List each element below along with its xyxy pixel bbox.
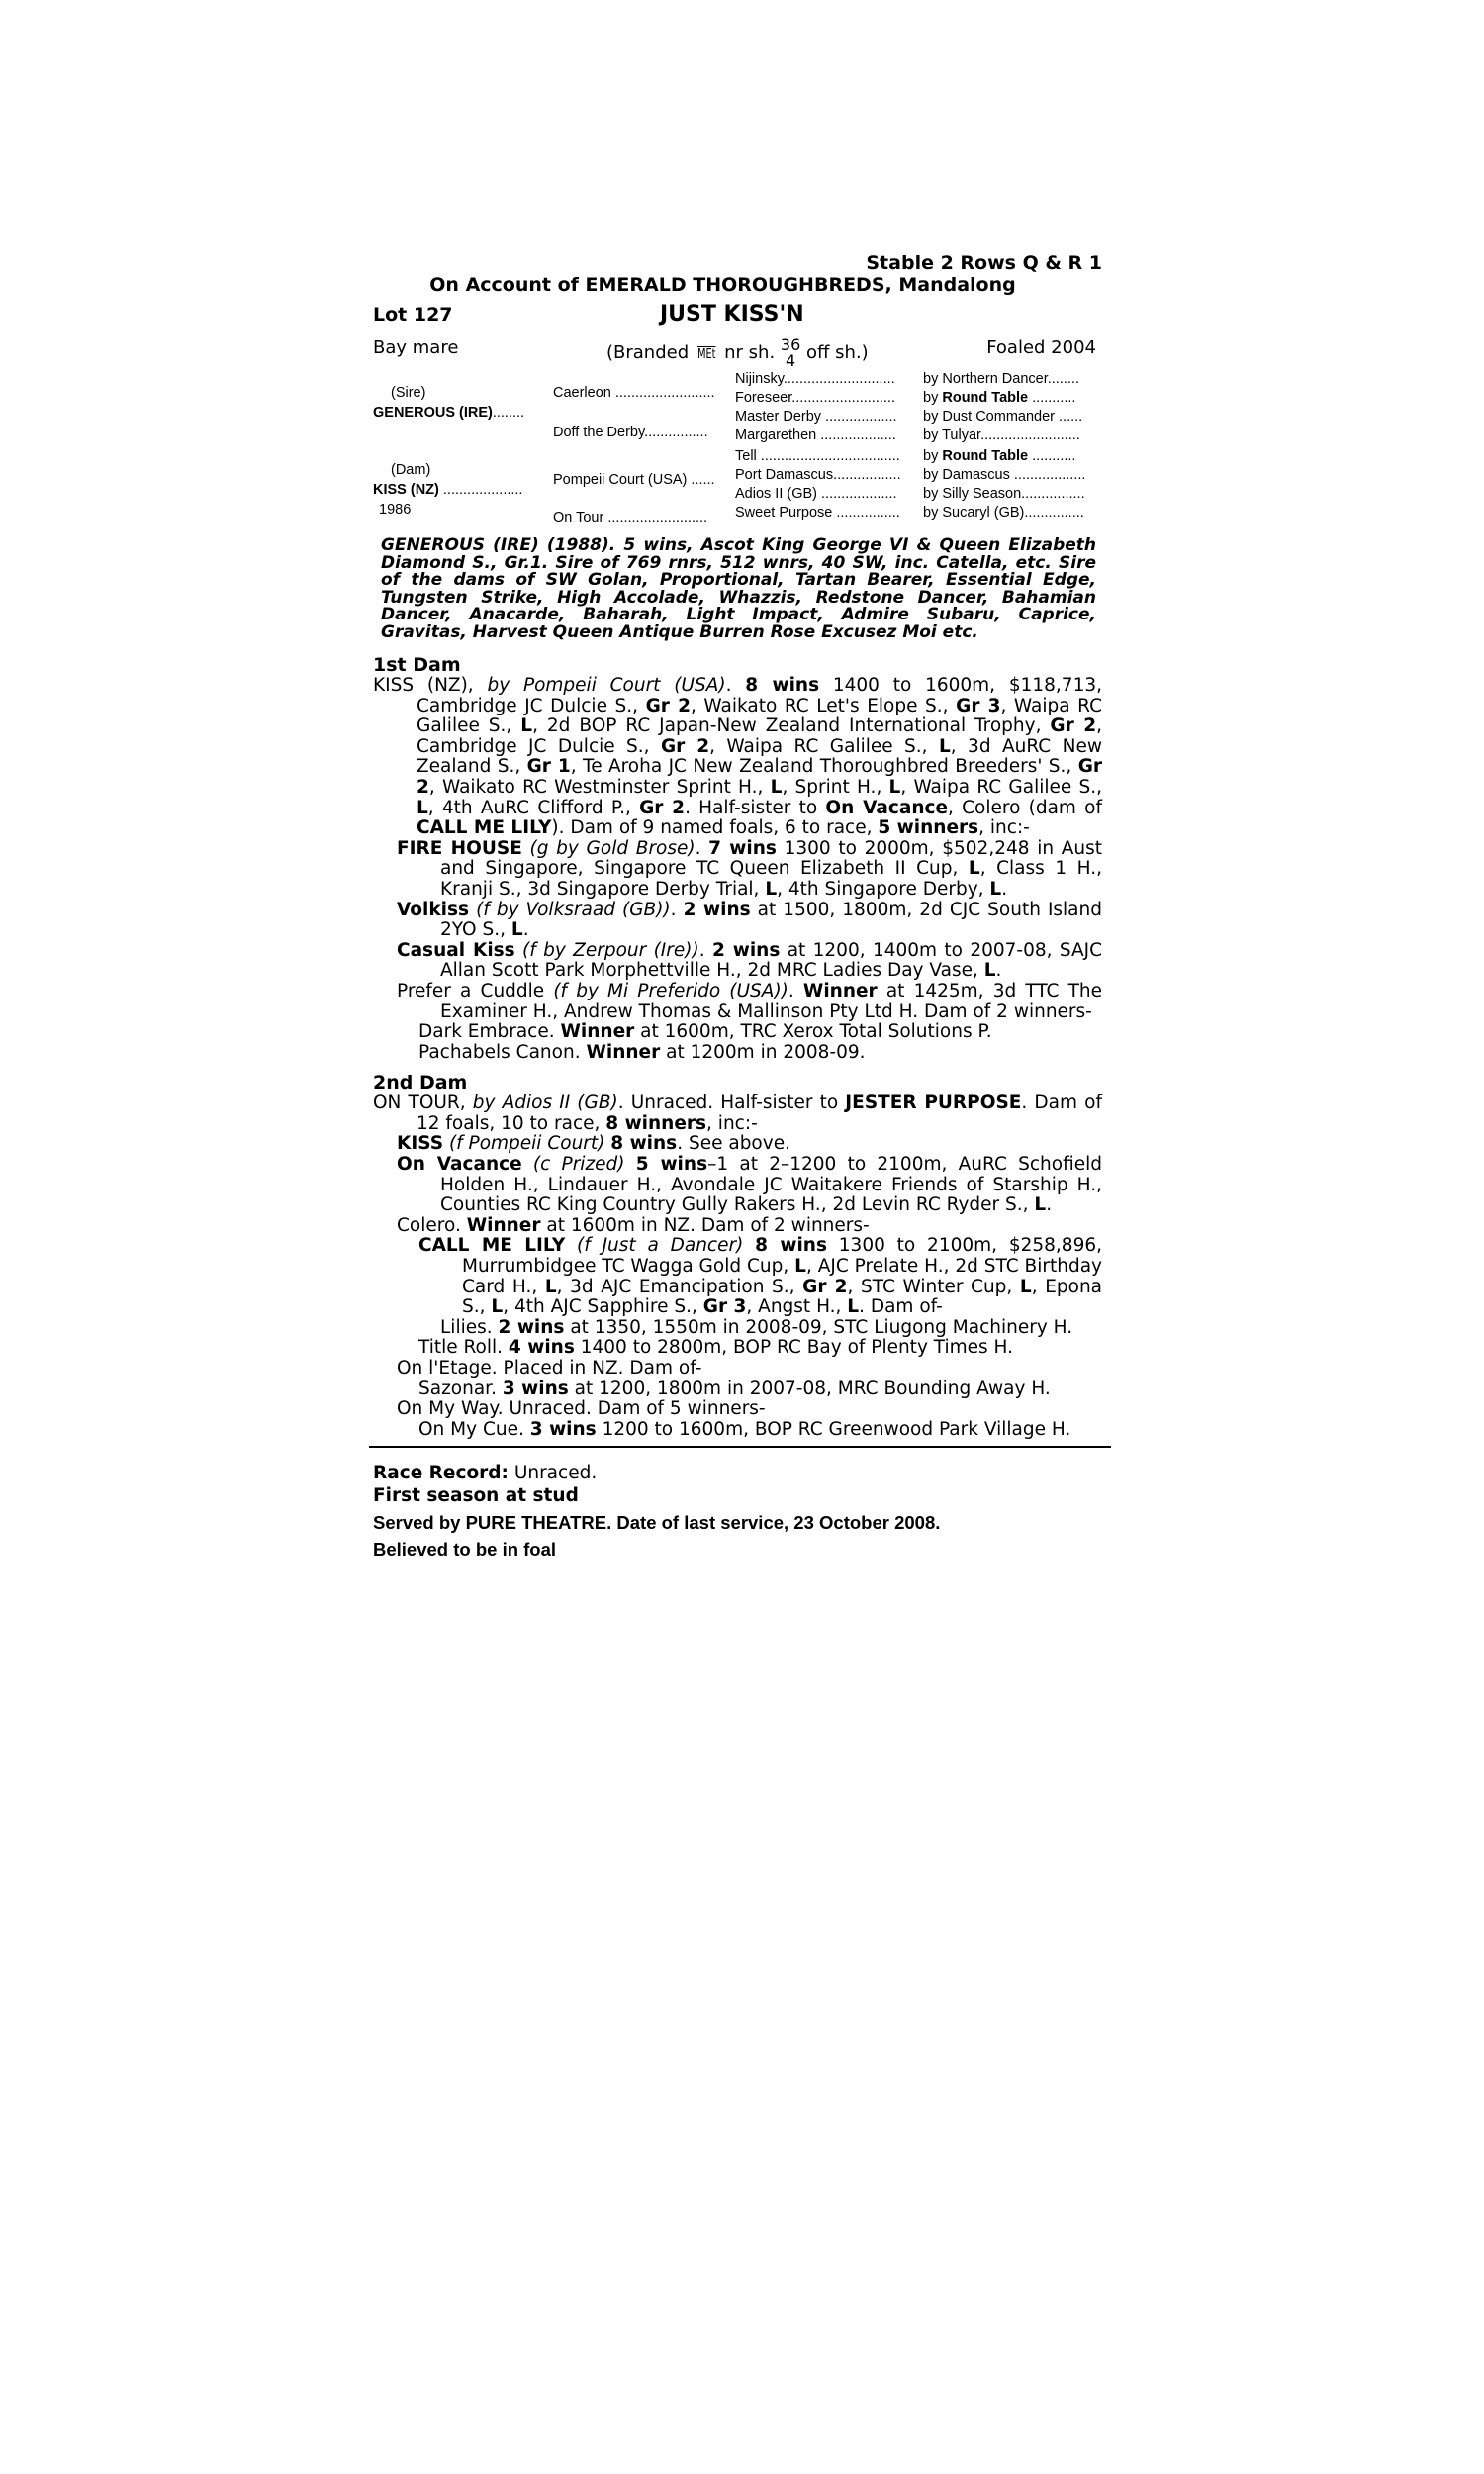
progeny-sazonar: Sazonar. 3 wins at 1200, 1800m in 2007-08, MRC Bounding Away H. [418, 1378, 1051, 1399]
progeny-title-roll: Title Roll. 4 wins 1400 to 2800m, BOP RC Bay of Plenty Times H. [418, 1337, 1014, 1359]
served-by-note: Served by PURE THEATRE. Date of last service, 23 October 2008. [373, 1512, 941, 1534]
third-gen-2: Foreseer.......................... [735, 390, 895, 406]
brand-number-top: 36 [780, 335, 801, 354]
in-foal-note: Believed to be in foal [373, 1539, 557, 1561]
progeny-on-letage: On l'Etage. Placed in NZ. Dam of- [397, 1358, 702, 1379]
fourth-gen-2-by: by [923, 390, 939, 406]
fourth-gen-3-name: Dust Commander [942, 409, 1055, 425]
progeny-dark-embrace: Dark Embrace. Winner at 1600m, TRC Xerox Total Solutions P. [418, 1021, 992, 1043]
lot-number: Lot 127 [373, 304, 453, 326]
pedigree-table [373, 369, 1102, 527]
fourth-gen-4-by: by [923, 428, 939, 443]
dam-name: KISS (NZ) .................... [373, 482, 523, 498]
brand-prefix: (Branded [606, 342, 690, 363]
sire-summary: GENEROUS (IRE) (1988). 5 wins, Ascot King George VI & Queen Elizabeth Diamond S., Gr.1. Sire of 769 rnrs, 512 wnrs, 40 SW, inc. Catella, etc. Sire of the dams of SW Golan, Proportional, Tartan Bearer, Essential Edge, Tungsten Strike, High Accolade, Whazzis, Redstone Dancer, Bahamian Dancer, Anacarde, Baharah, Light Impact, Admire Subaru, Caprice, Gravitas, Harvest Queen Antique Burren Rose Excusez Moi etc. [381, 535, 1096, 642]
catalogue-page [373, 252, 1102, 1561]
brand-number-bottom: 4 [786, 351, 796, 370]
sire-name: GENEROUS (IRE)........ [373, 405, 525, 421]
third-gen-2-name: Foreseer [735, 390, 792, 406]
fourth-gen-6-name: Damascus [942, 467, 1010, 483]
third-gen-4-name: Margarethen [735, 428, 817, 443]
lot-row [373, 300, 1102, 330]
grandsire-2-name: Doff the Derby [553, 425, 645, 440]
progeny-on-vacance: On Vacance (c Prized) 5 wins–1 at 2–1200 to 2100m, AuRC Schofield Holden H., Lindauer H., Avondale JC Waitakere Friends of Starship H., Counties RC King Country Gully Rakers H., 2d Levin RC Ryder S., L. [397, 1154, 1102, 1216]
brand-position: nr sh. [724, 342, 776, 363]
fourth-gen-7: by Silly Season................ [923, 486, 1085, 502]
progeny-casual-kiss: Casual Kiss (f by Zerpour (Ire)). 2 wins at 1200, 1400m to 2007-08, SAJC Allan Scott Park Morphettville H., 2d MRC Ladies Day Vase, L. [397, 939, 1102, 982]
fourth-gen-1-name: Northern Dancer [942, 371, 1048, 387]
grandsire-1: Caerleon ......................... [553, 385, 715, 401]
fourth-gen-7-name: Silly Season [942, 486, 1022, 502]
race-record [373, 1462, 1102, 1484]
first-dam-entry: KISS (NZ), by Pompeii Court (USA). 8 wins 1400 to 1600m, $118,713, Cambridge JC Dulcie S., Gr 2, Waikato RC Let's Elope S., Gr 3, Waipa RC Galilee S., L, 2d BOP RC Japan-New Zealand International Trophy, Gr 2, Cambridge JC Dulcie S., Gr 2, Waipa RC Galilee S., L, 3d AuRC New Zealand S., Gr 1, Te Aroha JC New Zealand Thoroughbred Breeders' S., Gr 2, Waikato RC Westminster Sprint H., L, Sprint H., L, Waipa RC Galilee S., L, 4th AuRC Clifford P., Gr 2. Half-sister to On Vacance, Colero (dam of CALL ME LILY). Dam of 9 named foals, 6 to race, 5 winners, inc:- [373, 675, 1103, 839]
fourth-gen-8: by Sucaryl (GB)............... [923, 505, 1084, 521]
brand-number [781, 337, 800, 369]
fourth-gen-4: by Tulyar......................... [923, 428, 1080, 443]
grandsire-1-name: Caerleon [553, 385, 611, 401]
progeny-colero: Colero. Winner at 1600m in NZ. Dam of 2 winners- [397, 1214, 870, 1236]
race-record-value: Unraced. [513, 1463, 598, 1484]
progeny-volkiss: Volkiss (f by Volksraad (GB)). 2 wins at 1500, 1800m, 2d CJC South Island 2YO S., L. [397, 899, 1102, 941]
third-gen-1-name: Nijinsky [735, 371, 784, 387]
grandsire-4: On Tour ......................... [553, 510, 708, 525]
sire-label: (Sire) [391, 385, 426, 401]
first-dam-heading: 1st Dam [373, 654, 461, 676]
third-gen-7: Adios II (GB) ................... [735, 486, 897, 502]
grandsire-3-name: Pompeii Court (USA) [553, 472, 688, 488]
progeny-pachabels-canon: Pachabels Canon. Winner at 1200m in 2008-09. [418, 1041, 866, 1063]
divider [369, 1446, 1111, 1448]
brand-mark: $\overline{MEt}$ [696, 347, 716, 362]
grandsire-2: Doff the Derby................ [553, 425, 708, 440]
colour-sex: Bay mare [373, 337, 459, 358]
fourth-gen-1: by Northern Dancer........ [923, 371, 1079, 387]
horse-name: JUST KISS'N [660, 302, 804, 327]
dam-name-text: KISS (NZ) [373, 482, 439, 498]
third-gen-6: Port Damascus................. [735, 467, 901, 483]
third-gen-8: Sweet Purpose ................ [735, 505, 900, 521]
progeny-prefer-a-cuddle: Prefer a Cuddle (f by Mi Preferido (USA)). Winner at 1425m, 3d TTC The Examiner H., Andrew Thomas & Mallinson Pty Ltd H. Dam of 2 winners- [397, 980, 1103, 1022]
progeny-call-me-lily: CALL ME LILY (f Just a Dancer) 8 wins 1300 to 2100m, $258,896, Murrumbidgee TC Wagga Gold Cup, L, AJC Prelate H., 2d STC Birthday Card H., L, 3d AJC Emancipation S., Gr 2, STC Winter Cup, L, Epona S., L, 4th AJC Sapphire S., Gr 3, Angst H., L. Dam of- [418, 1235, 1103, 1318]
fourth-gen-6: by Damascus .................. [923, 467, 1086, 483]
fourth-gen-3-by: by [923, 409, 939, 425]
brand-description [606, 337, 869, 369]
third-gen-3-name: Master Derby [735, 409, 822, 425]
second-dam-heading: 2nd Dam [373, 1072, 468, 1094]
third-gen-8-name: Sweet Purpose [735, 505, 833, 521]
third-gen-5: Tell ................................... [735, 448, 900, 464]
third-gen-5-name: Tell [735, 448, 757, 464]
fourth-gen-6-by: by [923, 467, 939, 483]
progeny-on-my-cue: On My Cue. 3 wins 1200 to 1600m, BOP RC Greenwood Park Village H. [418, 1418, 1071, 1440]
fourth-gen-5-by: by [923, 448, 939, 464]
grandsire-3: Pompeii Court (USA) ...... [553, 472, 715, 488]
fourth-gen-5-name: Round Table [942, 448, 1029, 464]
stable-location: Stable 2 Rows Q & R 1 [866, 252, 1102, 274]
fourth-gen-5: by Round Table ........... [923, 448, 1076, 464]
fourth-gen-2: by Round Table ........... [923, 390, 1076, 406]
brand-suffix: off sh.) [806, 342, 869, 363]
first-season-note: First season at stud [373, 1485, 579, 1507]
foaled-year: Foaled 2004 [986, 337, 1096, 358]
fourth-gen-1-by: by [923, 371, 939, 387]
third-gen-1: Nijinsky............................ [735, 371, 895, 387]
fourth-gen-8-by: by [923, 505, 939, 521]
progeny-kiss: KISS (f Pompeii Court) 8 wins. See above. [397, 1133, 790, 1155]
vendor-account: On Account of EMERALD THOROUGHBREDS, Mandalong [429, 274, 1016, 296]
brand-row [373, 330, 1102, 370]
dam-year: 1986 [379, 502, 412, 518]
third-gen-4: Margarethen ................... [735, 428, 896, 443]
fourth-gen-7-by: by [923, 486, 939, 502]
dam-label: (Dam) [391, 462, 431, 478]
third-gen-7-name: Adios II (GB) [735, 486, 817, 502]
sire-name-text: GENEROUS (IRE) [373, 405, 493, 421]
third-gen-3: Master Derby .................. [735, 409, 897, 425]
progeny-on-my-way: On My Way. Unraced. Dam of 5 winners- [397, 1398, 766, 1420]
fourth-gen-4-name: Tulyar [942, 428, 981, 443]
second-dam-entry: ON TOUR, by Adios II (GB). Unraced. Half-sister to JESTER PURPOSE. Dam of 12 foals, 10 to race, 8 winners, inc:- [373, 1093, 1102, 1134]
fourth-gen-3: by Dust Commander ...... [923, 409, 1083, 425]
fourth-gen-8-name: Sucaryl (GB) [942, 505, 1025, 521]
fourth-gen-2-name: Round Table [942, 390, 1029, 406]
progeny-fire-house: FIRE HOUSE (g by Gold Brose). 7 wins 1300 to 2000m, $502,248 in Aust and Singapore, Singapore TC Queen Elizabeth II Cup, L, Class 1 H., Kranji S., 3d Singapore Derby Trial, L, 4th Singapore Derby, L. [397, 837, 1103, 900]
third-gen-6-name: Port Damascus [735, 467, 834, 483]
race-record-label: Race Record: [373, 1463, 509, 1484]
progeny-lilies: Lilies. 2 wins at 1350, 1550m in 2008-09, STC Liugong Machinery H. [440, 1316, 1073, 1338]
grandsire-4-name: On Tour [553, 510, 604, 525]
